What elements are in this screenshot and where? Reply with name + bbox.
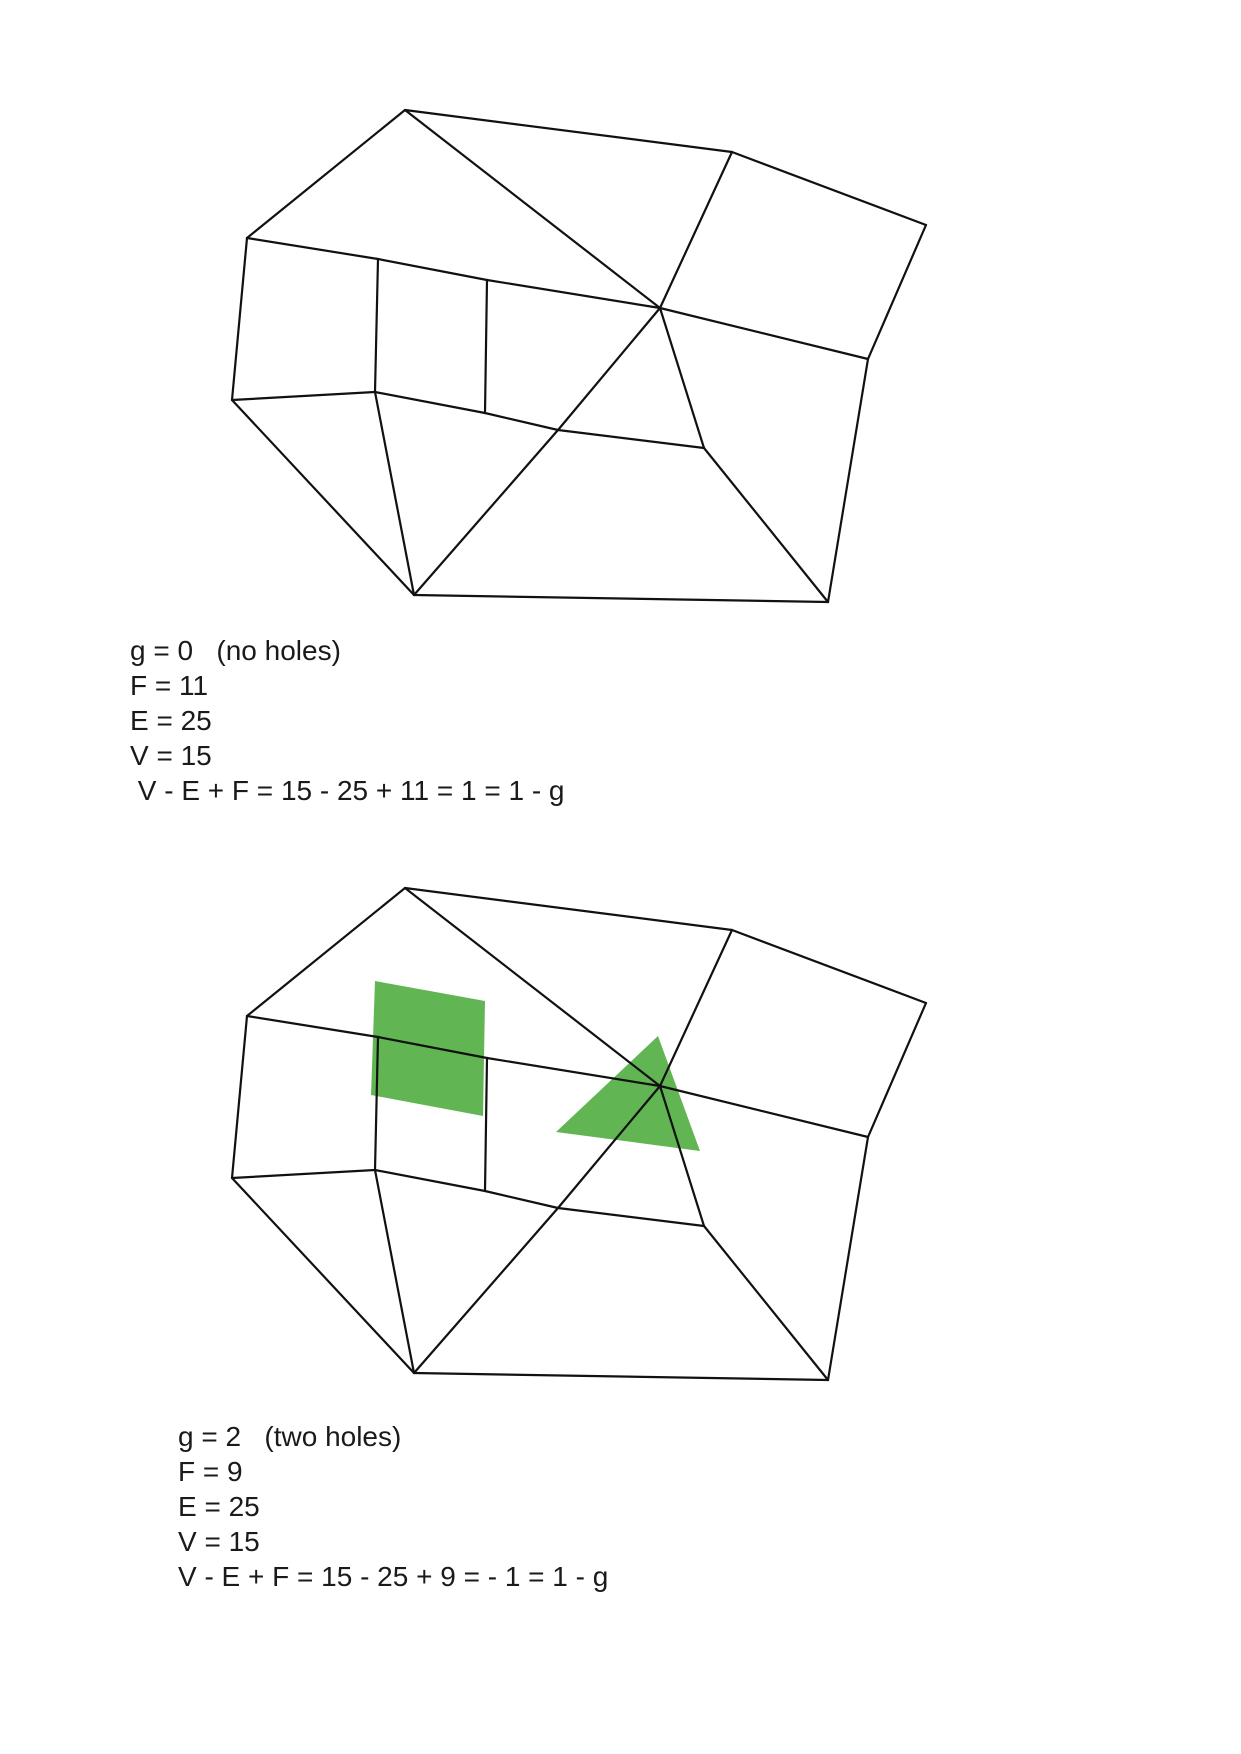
mesh-drawing [0, 70, 1241, 650]
mesh-edge [232, 238, 247, 400]
mesh-edge [232, 1170, 375, 1178]
mesh-edge [414, 430, 558, 595]
mesh-edge [375, 1170, 414, 1373]
mesh-edge [828, 1137, 868, 1380]
mesh-edge [414, 1373, 828, 1380]
mesh-edges [232, 110, 926, 602]
mesh-diagram-two-holes [0, 848, 1241, 1428]
mesh-edge [558, 308, 660, 430]
mesh-edge [405, 110, 660, 308]
mesh-edge [414, 595, 828, 602]
genus-label: g = 0 (no holes) [130, 635, 341, 666]
faces-count: F = 9 [178, 1456, 243, 1487]
mesh-edge [375, 392, 414, 595]
hole-triangle [556, 1036, 700, 1151]
euler-formula: V - E + F = 15 - 25 + 9 = - 1 = 1 - g [178, 1561, 609, 1592]
mesh-edge [732, 152, 926, 225]
mesh-edge [660, 930, 732, 1086]
mesh-edge [232, 392, 375, 400]
vertices-count: V = 15 [178, 1526, 260, 1557]
edges-count: E = 25 [130, 705, 212, 736]
faces-count: F = 11 [130, 670, 209, 701]
vertices-count: V = 15 [130, 740, 212, 771]
mesh-edge [732, 930, 926, 1003]
hole-quad [371, 981, 485, 1116]
euler-caption-no-holes [130, 633, 565, 808]
mesh-edge [868, 225, 926, 359]
mesh-edge [485, 280, 487, 413]
edges-count: E = 25 [178, 1491, 260, 1522]
mesh-edge [232, 400, 414, 595]
mesh-edge [487, 280, 660, 308]
mesh-edge [247, 238, 378, 259]
mesh-diagram-no-holes [0, 70, 1241, 650]
mesh-edge [232, 1016, 247, 1178]
mesh-edge [485, 1058, 487, 1191]
mesh-edge [247, 1016, 378, 1037]
euler-formula: V - E + F = 15 - 25 + 11 = 1 = 1 - g [130, 775, 565, 806]
genus-label: g = 2 (two holes) [178, 1421, 402, 1452]
mesh-edge [405, 888, 732, 930]
mesh-edge [232, 1178, 414, 1373]
mesh-edge [485, 1191, 558, 1208]
mesh-edge [660, 152, 732, 308]
mesh-edge [704, 1226, 828, 1380]
mesh-edge [828, 359, 868, 602]
mesh-edge [660, 308, 868, 359]
mesh-edge [375, 259, 378, 392]
mesh-edge [375, 1170, 485, 1191]
mesh-edge [558, 1208, 704, 1226]
mesh-edge [375, 392, 485, 413]
mesh-edge [405, 110, 732, 152]
mesh-edge [378, 259, 487, 280]
mesh-drawing [0, 848, 1241, 1428]
mesh-edge [558, 430, 704, 448]
mesh-edge [704, 448, 828, 602]
mesh-edge [660, 308, 704, 448]
mesh-edge [868, 1003, 926, 1137]
euler-caption-two-holes [178, 1419, 608, 1594]
mesh-edge [247, 110, 405, 238]
mesh-edge [485, 413, 558, 430]
mesh-edge [414, 1208, 558, 1373]
